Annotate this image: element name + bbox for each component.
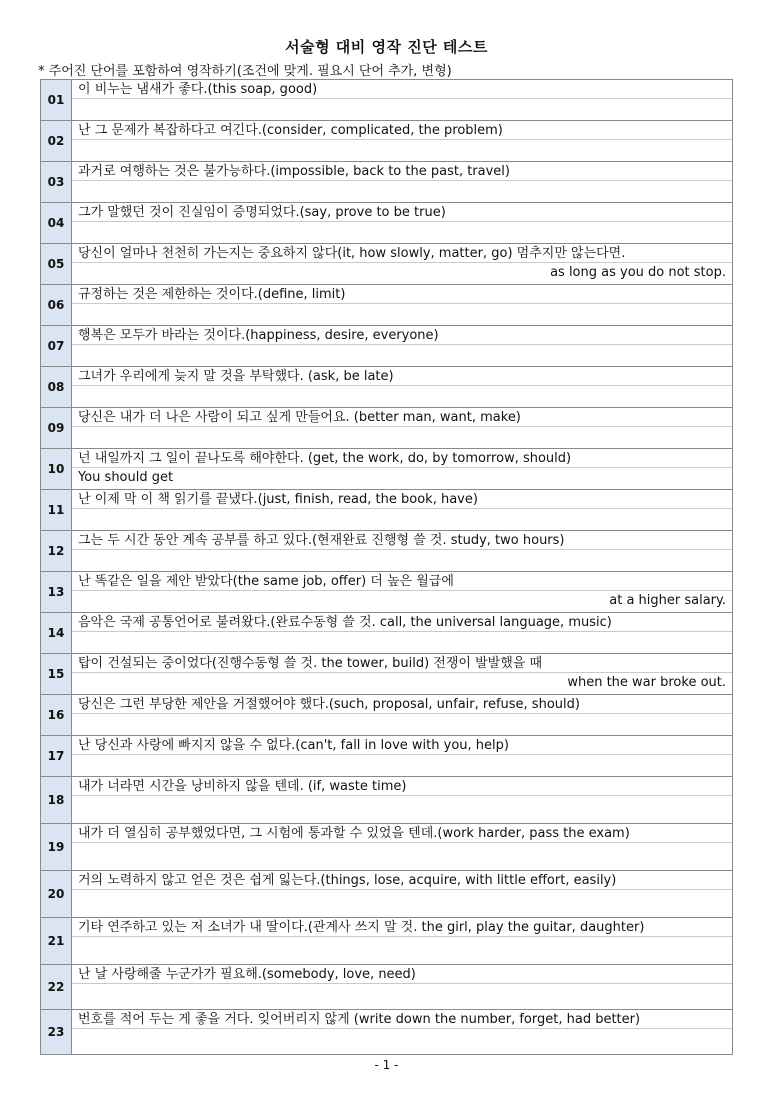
question-row <box>41 285 733 326</box>
question-prompt: 그가 말했던 것이 진실임이 증명되었다.(say, prove to be true) <box>72 203 732 222</box>
question-row <box>41 824 733 871</box>
question-body <box>72 777 733 824</box>
question-prompt: 당신이 얼마나 천천히 가는지는 중요하지 않다(it, how slowly, matter, go) 멈추지만 않는다면. <box>72 244 732 263</box>
answer-line[interactable] <box>72 427 732 446</box>
question-prompt: 난 당신과 사랑에 빠지지 않을 수 없다.(can't, fall in love with you, help) <box>72 736 732 755</box>
question-body <box>72 285 733 326</box>
question-body <box>72 80 733 121</box>
question-body <box>72 162 733 203</box>
answer-line[interactable] <box>72 796 732 815</box>
question-body <box>72 408 733 449</box>
answer-line[interactable] <box>72 386 732 405</box>
question-number: 11 <box>41 490 72 531</box>
question-prompt: 그는 두 시간 동안 계속 공부를 하고 있다.(현재완료 진행형 쓸 것. study, two hours) <box>72 531 732 550</box>
question-prompt: 난 이제 막 이 책 읽기를 끝냈다.(just, finish, read, the book, have) <box>72 490 732 509</box>
question-row <box>41 408 733 449</box>
question-row <box>41 203 733 244</box>
question-prompt: 규정하는 것은 제한하는 것이다.(define, limit) <box>72 285 732 304</box>
question-number: 14 <box>41 613 72 654</box>
question-number: 06 <box>41 285 72 326</box>
question-prompt: 번호를 적어 두는 게 좋을 거다. 잊어버리지 않게 (write down the number, forget, had better) <box>72 1010 732 1029</box>
answer-line[interactable] <box>72 1029 732 1048</box>
question-prompt: 기타 연주하고 있는 저 소녀가 내 딸이다.(관계사 쓰지 말 것. the girl, play the guitar, daughter) <box>72 918 732 937</box>
question-body <box>72 367 733 408</box>
question-row <box>41 572 733 613</box>
question-body <box>72 572 733 613</box>
question-prompt: 행복은 모두가 바라는 것이다.(happiness, desire, everyone) <box>72 326 732 345</box>
question-number: 03 <box>41 162 72 203</box>
question-body <box>72 244 733 285</box>
question-row <box>41 965 733 1010</box>
question-number: 04 <box>41 203 72 244</box>
answer-line[interactable]: You should get <box>78 470 174 485</box>
answer-line[interactable] <box>72 843 732 862</box>
question-body <box>72 918 733 965</box>
answer-line[interactable] <box>72 222 732 241</box>
question-row <box>41 490 733 531</box>
question-number: 23 <box>41 1010 72 1055</box>
question-row <box>41 326 733 367</box>
question-body <box>72 965 733 1010</box>
question-row <box>41 613 733 654</box>
question-table <box>40 79 733 1055</box>
question-body <box>72 490 733 531</box>
answer-line[interactable] <box>72 509 732 528</box>
answer-line[interactable] <box>72 345 732 364</box>
question-row <box>41 162 733 203</box>
question-prompt: 그녀가 우리에게 늦지 말 것을 부탁했다. (ask, be late) <box>72 367 732 386</box>
question-prompt: 난 그 문제가 복잡하다고 여긴다.(consider, complicated, the problem) <box>72 121 732 140</box>
question-prompt: 음악은 국제 공통언어로 불려왔다.(완료수동형 쓸 것. call, the universal language, music) <box>72 613 732 632</box>
question-number: 09 <box>41 408 72 449</box>
question-number: 10 <box>41 449 72 490</box>
question-number: 18 <box>41 777 72 824</box>
question-number: 05 <box>41 244 72 285</box>
question-number: 08 <box>41 367 72 408</box>
question-row <box>41 777 733 824</box>
answer-line[interactable]: at a higher salary. <box>609 593 726 608</box>
question-number: 15 <box>41 654 72 695</box>
question-row <box>41 531 733 572</box>
answer-line[interactable] <box>72 890 732 909</box>
answer-line[interactable] <box>72 984 732 1003</box>
answer-line[interactable]: when the war broke out. <box>567 675 726 690</box>
question-body <box>72 449 733 490</box>
question-number: 20 <box>41 871 72 918</box>
question-prompt: 이 비누는 냄새가 좋다.(this soap, good) <box>72 80 732 99</box>
question-row <box>41 695 733 736</box>
question-prompt: 과거로 여행하는 것은 불가능하다.(impossible, back to the past, travel) <box>72 162 732 181</box>
question-number: 02 <box>41 121 72 162</box>
page-number: - 1 - <box>374 1058 399 1072</box>
page-title: 서술형 대비 영작 진단 테스트 <box>285 38 488 56</box>
question-number: 16 <box>41 695 72 736</box>
question-body <box>72 824 733 871</box>
question-body <box>72 203 733 244</box>
question-body <box>72 531 733 572</box>
question-number: 13 <box>41 572 72 613</box>
question-row <box>41 449 733 490</box>
question-number: 21 <box>41 918 72 965</box>
instruction-text: * 주어진 단어를 포함하여 영작하기(조건에 맞게. 필요시 단어 추가, 변형) <box>38 64 452 79</box>
question-body <box>72 871 733 918</box>
answer-line[interactable] <box>72 632 732 651</box>
question-body <box>72 695 733 736</box>
question-prompt: 당신은 내가 더 나은 사람이 되고 싶게 만들어요. (better man, want, make) <box>72 408 732 427</box>
question-prompt: 거의 노력하지 않고 얻은 것은 쉽게 잃는다.(things, lose, acquire, with little effort, easily) <box>72 871 732 890</box>
question-prompt: 내가 더 열심히 공부했었다면, 그 시험에 통과할 수 있었을 텐데.(work harder, pass the exam) <box>72 824 732 843</box>
question-row <box>41 121 733 162</box>
question-body <box>72 1010 733 1055</box>
question-row <box>41 367 733 408</box>
answer-line[interactable] <box>72 755 732 774</box>
question-body <box>72 326 733 367</box>
question-row <box>41 736 733 777</box>
question-body <box>72 654 733 695</box>
answer-line[interactable] <box>72 140 732 159</box>
answer-line[interactable] <box>72 937 732 956</box>
question-body <box>72 613 733 654</box>
question-prompt: 당신은 그런 부당한 제안을 거절했어야 했다.(such, proposal, unfair, refuse, should) <box>72 695 732 714</box>
question-prompt: 넌 내일까지 그 일이 끝나도록 해야한다. (get, the work, do, by tomorrow, should) <box>72 449 732 468</box>
question-body <box>72 121 733 162</box>
question-prompt: 난 날 사랑해줄 누군가가 필요해.(somebody, love, need) <box>72 965 732 984</box>
answer-line[interactable] <box>72 714 732 733</box>
question-prompt: 탑이 건설되는 중이었다(진행수동형 쓸 것. the tower, build) 전쟁이 발발했을 때 <box>72 654 732 673</box>
question-row <box>41 80 733 121</box>
question-number: 01 <box>41 80 72 121</box>
answer-line[interactable] <box>72 181 732 200</box>
question-prompt: 내가 너라면 시간을 낭비하지 않을 텐데. (if, waste time) <box>72 777 732 796</box>
question-row <box>41 871 733 918</box>
question-row <box>41 244 733 285</box>
answer-line[interactable] <box>72 550 732 569</box>
question-number: 12 <box>41 531 72 572</box>
question-body <box>72 736 733 777</box>
question-prompt: 난 똑같은 일을 제안 받았다(the same job, offer) 더 높은 월급에 <box>72 572 732 591</box>
question-row <box>41 1010 733 1055</box>
answer-line[interactable]: as long as you do not stop. <box>550 265 726 280</box>
answer-line[interactable] <box>72 99 732 118</box>
question-row <box>41 654 733 695</box>
answer-line[interactable] <box>72 304 732 323</box>
question-number: 22 <box>41 965 72 1010</box>
question-number: 17 <box>41 736 72 777</box>
question-number: 07 <box>41 326 72 367</box>
question-number: 19 <box>41 824 72 871</box>
question-row <box>41 918 733 965</box>
